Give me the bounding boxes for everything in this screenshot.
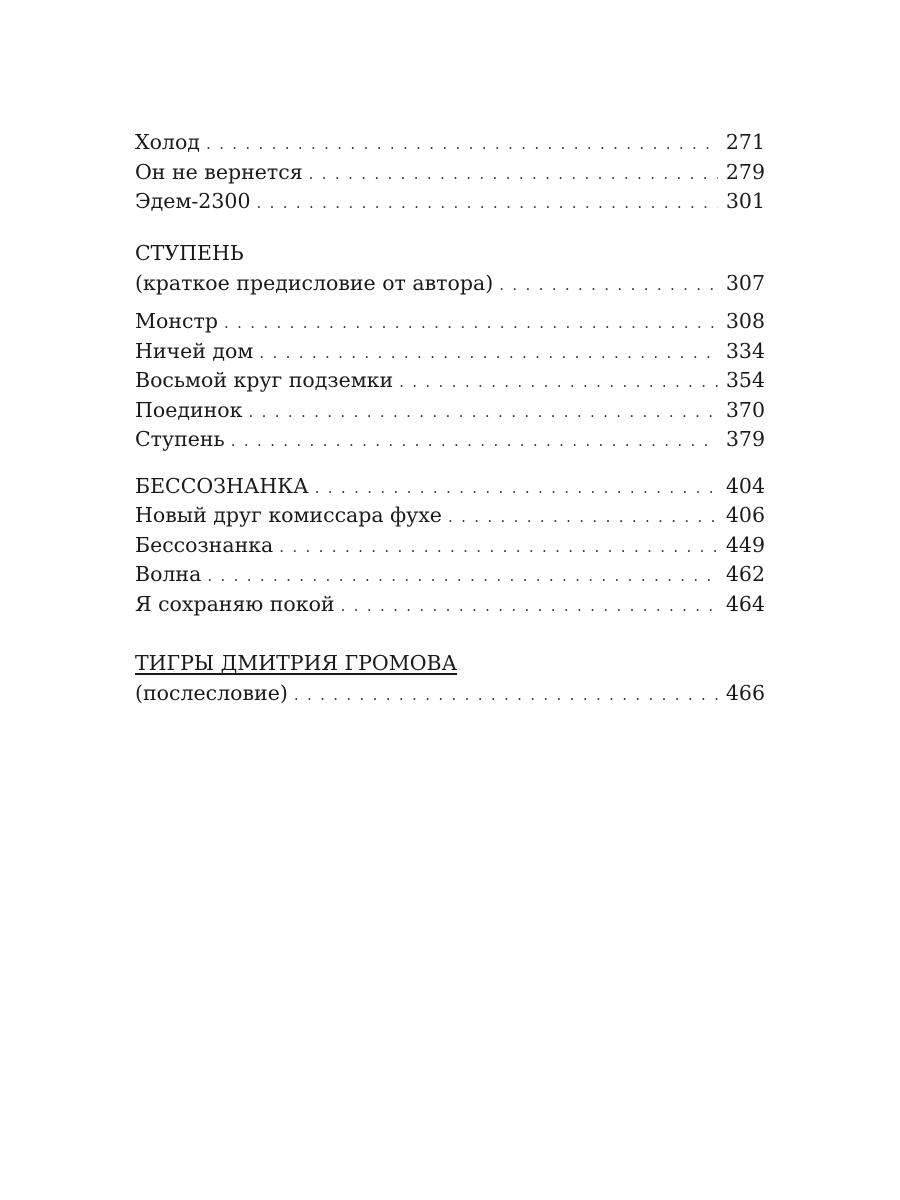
toc-entry-page: 466 [725, 681, 765, 705]
toc-entry [135, 366, 765, 396]
toc-entry [135, 307, 765, 337]
toc-entry-title: Ничей дом [135, 338, 254, 363]
dot-leader [207, 562, 718, 592]
section-heading-afterword [135, 647, 765, 679]
toc-entry-title: Волна [135, 562, 202, 586]
toc-entry-title: (краткое предисловие от автора) [135, 270, 494, 295]
toc-entry-title: Бессознанка [135, 532, 274, 557]
toc-entry-title: Поединок [135, 397, 243, 422]
toc-entry [135, 560, 765, 590]
table-of-contents [135, 128, 765, 709]
toc-entry-title: Восьмой круг подземки [135, 368, 394, 392]
toc-entry [135, 531, 765, 561]
dot-leader [341, 592, 718, 622]
toc-entry [135, 337, 765, 367]
toc-entry-title: Он не вернется [135, 159, 303, 184]
afterword-heading-text: ТИГРЫ ДМИТРИЯ ГРОМОВА [135, 651, 458, 675]
toc-entry-intro [135, 269, 765, 299]
toc-entry-title: Эдем-2300 [135, 189, 251, 213]
toc-entry-page: 370 [725, 397, 765, 422]
toc-entry-page: 354 [725, 368, 765, 392]
toc-entry-page: 449 [725, 532, 765, 557]
dot-leader [206, 130, 718, 160]
toc-entry-page: 406 [725, 503, 765, 527]
dot-leader [224, 309, 718, 339]
toc-entry-page: 334 [725, 338, 765, 363]
toc-entry-page: 464 [725, 591, 765, 616]
toc-entry-title: Ступень [135, 427, 225, 451]
toc-entry-page: 308 [725, 309, 765, 333]
toc-entry-title: Новый друг комиссара фухе [135, 503, 442, 527]
dot-leader [256, 189, 717, 219]
dot-leader [231, 427, 718, 457]
toc-entry [135, 501, 765, 531]
toc-entry [135, 396, 765, 426]
dot-leader [315, 474, 718, 504]
toc-entry-title: Монстр [135, 309, 218, 333]
dot-leader [259, 339, 718, 369]
toc-entry-page: 462 [725, 562, 765, 586]
dot-leader [399, 368, 718, 398]
dot-leader [294, 681, 718, 711]
toc-entry [135, 128, 765, 158]
toc-entry-page: 379 [725, 427, 765, 451]
toc-entry [135, 187, 765, 217]
toc-entry-page: 301 [725, 189, 765, 213]
dot-leader [499, 271, 718, 301]
toc-entry-page: 307 [725, 270, 765, 295]
toc-entry-page: 404 [725, 473, 765, 498]
toc-entry [135, 590, 765, 620]
toc-entry [135, 425, 765, 455]
toc-entry-page: 271 [725, 130, 765, 154]
dot-leader [309, 160, 718, 190]
section-heading-bessoznanka [135, 472, 765, 502]
toc-entry-title: БЕССОЗНАНКА [135, 473, 309, 498]
dot-leader [248, 398, 717, 428]
toc-entry-afterword [135, 679, 765, 709]
toc-entry-title: Я сохраняю покой [135, 591, 335, 616]
toc-entry-title: (послесловие) [135, 681, 288, 705]
toc-entry-title: Холод [135, 130, 200, 154]
toc-entry-page: 279 [725, 159, 765, 184]
dot-leader [448, 503, 718, 533]
section-heading-stupen: СТУПЕНЬ [135, 240, 244, 265]
dot-leader [279, 533, 718, 563]
toc-entry [135, 158, 765, 188]
